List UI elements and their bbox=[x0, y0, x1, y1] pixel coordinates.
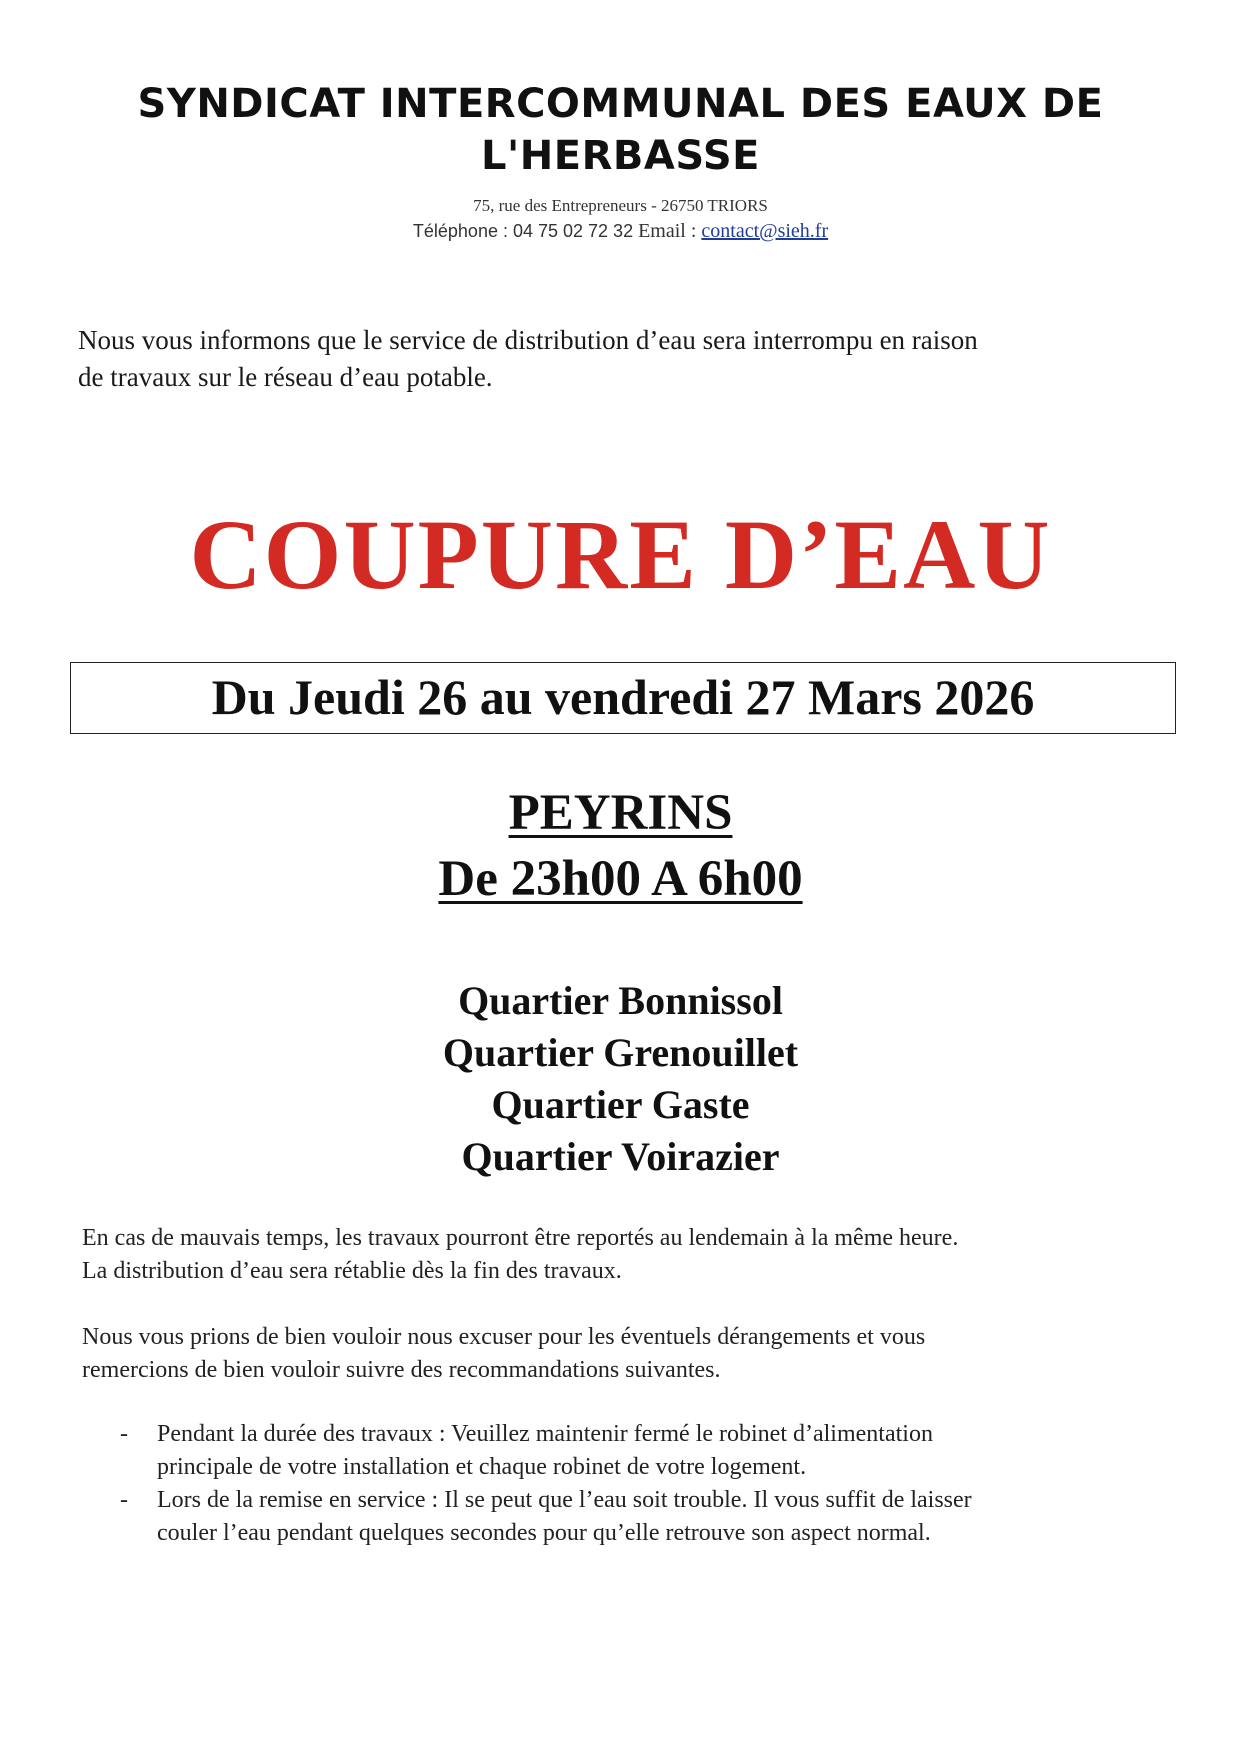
recommendation-item bbox=[82, 1418, 1182, 1484]
apology-note bbox=[82, 1321, 1182, 1387]
organization-address: 75, rue des Entrepreneurs - 26750 TRIORS bbox=[473, 196, 768, 215]
district-item: Quartier Bonnissol bbox=[458, 978, 783, 1023]
recommendation-line: principale de votre installation et chaque robinet de votre logement. bbox=[157, 1454, 807, 1480]
recommendation-line: Lors de la remise en service : Il se peut que l’eau soit trouble. Il vous suffit de laisser bbox=[157, 1487, 972, 1513]
town-name: PEYRINS bbox=[508, 785, 733, 841]
weather-note-line: La distribution d’eau sera rétablie dès la fin des travaux. bbox=[82, 1258, 622, 1284]
intro-paragraph bbox=[78, 322, 1168, 396]
organization-title bbox=[0, 78, 1241, 182]
list-dash: - bbox=[120, 1487, 128, 1513]
headline-title: COUPURE D’EAU bbox=[189, 499, 1052, 610]
organization-title-line1: SYNDICAT INTERCOMMUNAL DES EAUX DE bbox=[137, 81, 1104, 127]
email-link[interactable]: contact@sieh.fr bbox=[701, 220, 829, 242]
organization-contact bbox=[0, 220, 1241, 243]
intro-line: de travaux sur le réseau d’eau potable. bbox=[78, 362, 493, 392]
email-label: Email : bbox=[638, 220, 697, 242]
weather-note bbox=[82, 1222, 1182, 1288]
recommendation-item bbox=[82, 1484, 1182, 1550]
phone-number: Téléphone : 04 75 02 72 32 bbox=[412, 221, 634, 241]
district-list bbox=[0, 975, 1241, 1183]
notes-section bbox=[82, 1222, 1182, 1420]
district-item: Quartier Grenouillet bbox=[442, 1030, 799, 1075]
district-item: Quartier Voirazier bbox=[461, 1134, 780, 1179]
apology-note-line: Nous vous prions de bien vouloir nous excuser pour les éventuels dérangements et vous bbox=[82, 1324, 926, 1350]
list-dash: - bbox=[120, 1421, 128, 1447]
apology-note-line: remercions de bien vouloir suivre des recommandations suivantes. bbox=[82, 1357, 721, 1383]
town-block bbox=[0, 780, 1241, 912]
weather-note-line: En cas de mauvais temps, les travaux pourront être reportés au lendemain à la même heure. bbox=[82, 1225, 959, 1251]
recommendation-line: couler l’eau pendant quelques secondes pour qu’elle retrouve son aspect normal. bbox=[157, 1520, 931, 1546]
time-range: De 23h00 A 6h00 bbox=[438, 851, 803, 907]
recommendation-list bbox=[82, 1418, 1182, 1550]
intro-line: Nous vous informons que le service de distribution d’eau sera interrompu en raison bbox=[78, 325, 978, 355]
recommendation-line: Pendant la durée des travaux : Veuillez maintenir fermé le robinet d’alimentation bbox=[157, 1421, 933, 1447]
organization-title-line2: L'HERBASSE bbox=[481, 133, 760, 179]
district-item: Quartier Gaste bbox=[491, 1082, 750, 1127]
date-range-box: Du Jeudi 26 au vendredi 27 Mars 2026 bbox=[70, 662, 1176, 734]
